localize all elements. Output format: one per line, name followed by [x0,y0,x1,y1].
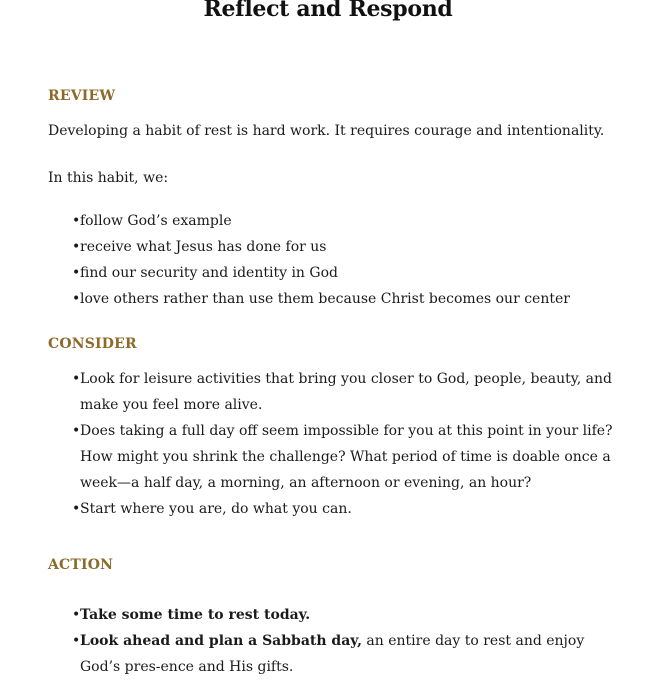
review-item [64,234,614,260]
bullet-icon: • [72,633,81,649]
bullet-icon: • [72,501,81,517]
review-item [64,260,614,286]
consider-list [64,366,614,522]
consider-item [64,418,614,496]
bullet-icon: • [72,423,81,439]
consider-item-text: Does taking a full day off seem impossible for you at this point in your life? How might you shrink the challenge? What period of time is doable once a week—a half day, a morning, an afternoon or evening, an hour? [80,423,613,491]
bullet-icon: • [72,607,81,623]
review-intro: Developing a habit of rest is hard work. It requires courage and intentionality. [48,123,605,139]
bullet-icon: • [72,213,81,229]
review-item-text: find our security and identity in God [80,265,338,281]
review-lead: In this habit, we: [48,170,169,186]
review-item [64,208,614,234]
review-item-text: love others rather than use them because Christ becomes our center [80,291,570,307]
review-list [64,208,614,312]
review-item-text: follow God’s example [80,213,232,229]
consider-item [64,366,614,418]
action-item-bold: Take some time to rest today. [80,607,311,623]
review-heading: REVIEW [48,88,116,104]
bullet-icon: • [72,371,81,387]
action-list [64,602,614,680]
review-item [64,286,614,312]
action-item-bold: Look ahead and plan a Sabbath day, [80,633,362,649]
page-title: Reflect and Respond [203,0,453,22]
bullet-icon: • [72,291,81,307]
action-item-text: an entire day to rest and enjoy God’s pres-ence and His gifts. [80,633,585,675]
consider-heading: CONSIDER [48,336,137,352]
action-heading: ACTION [48,557,114,573]
review-item-text: receive what Jesus has done for us [80,239,327,255]
consider-item-text: Start where you are, do what you can. [80,501,352,517]
action-item [64,602,614,628]
consider-item [64,496,614,522]
bullet-icon: • [72,239,81,255]
consider-item-text: Look for leisure activities that bring you closer to God, people, beauty, and make you feel more alive. [80,371,612,413]
action-item [64,628,614,680]
bullet-icon: • [72,265,81,281]
